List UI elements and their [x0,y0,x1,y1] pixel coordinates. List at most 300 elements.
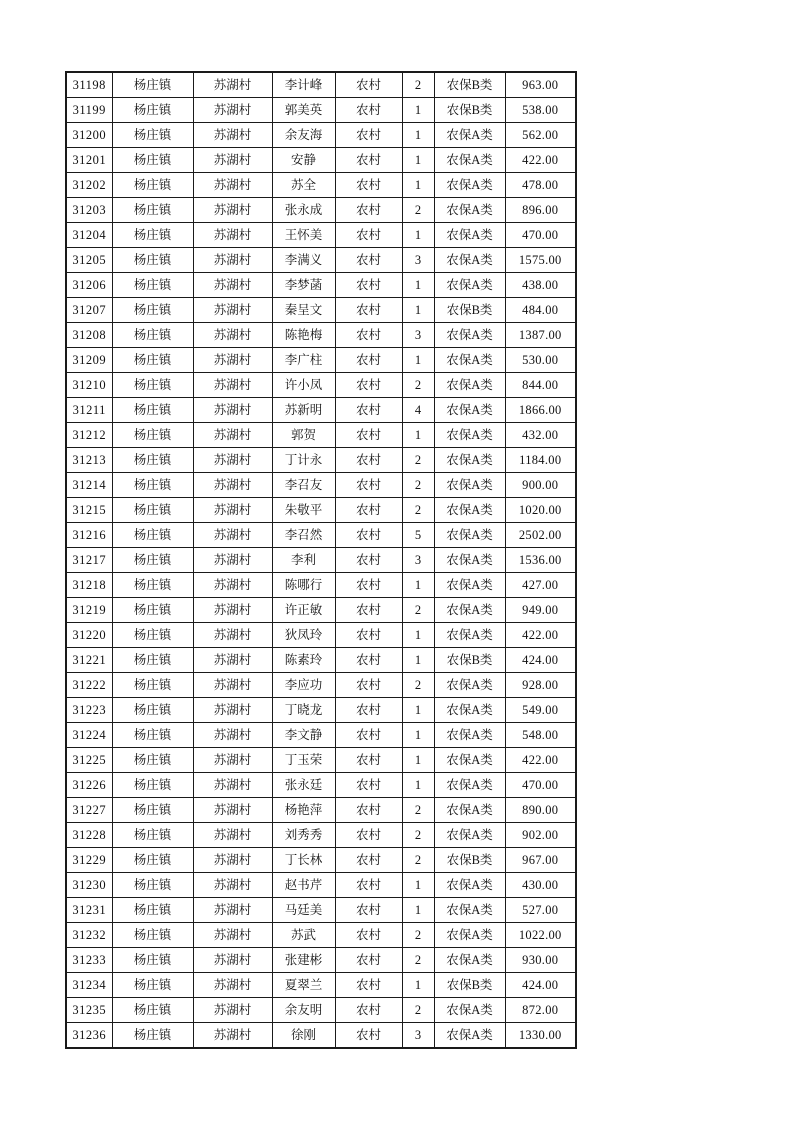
cell-insurance_category: 农保A类 [434,448,505,473]
cell-amount: 424.00 [505,973,576,998]
cell-name: 李召友 [272,473,335,498]
cell-residence_type: 农村 [335,223,402,248]
cell-town: 杨庄镇 [112,973,193,998]
cell-person_count: 2 [402,448,434,473]
cell-name: 李召然 [272,523,335,548]
cell-serial: 31220 [66,623,112,648]
cell-name: 王怀美 [272,223,335,248]
table-row [66,948,576,973]
cell-name: 李梦菡 [272,273,335,298]
cell-amount: 424.00 [505,648,576,673]
cell-amount: 1536.00 [505,548,576,573]
cell-insurance_category: 农保A类 [434,723,505,748]
cell-residence_type: 农村 [335,523,402,548]
cell-insurance_category: 农保A类 [434,248,505,273]
cell-amount: 1866.00 [505,398,576,423]
cell-amount: 928.00 [505,673,576,698]
cell-town: 杨庄镇 [112,423,193,448]
cell-name: 李文静 [272,723,335,748]
cell-insurance_category: 农保A类 [434,1023,505,1049]
cell-residence_type: 农村 [335,123,402,148]
cell-town: 杨庄镇 [112,173,193,198]
table-row [66,648,576,673]
cell-amount: 430.00 [505,873,576,898]
cell-person_count: 2 [402,948,434,973]
cell-name: 马廷美 [272,898,335,923]
cell-amount: 538.00 [505,98,576,123]
cell-insurance_category: 农保B类 [434,298,505,323]
cell-insurance_category: 农保B类 [434,72,505,98]
cell-town: 杨庄镇 [112,98,193,123]
cell-village: 苏湖村 [193,773,272,798]
cell-amount: 1387.00 [505,323,576,348]
cell-person_count: 1 [402,173,434,198]
cell-town: 杨庄镇 [112,123,193,148]
cell-residence_type: 农村 [335,673,402,698]
cell-serial: 31231 [66,898,112,923]
cell-serial: 31201 [66,148,112,173]
cell-amount: 1184.00 [505,448,576,473]
cell-insurance_category: 农保A类 [434,798,505,823]
cell-village: 苏湖村 [193,173,272,198]
table-row [66,523,576,548]
cell-serial: 31206 [66,273,112,298]
cell-person_count: 2 [402,373,434,398]
table-row [66,623,576,648]
cell-village: 苏湖村 [193,848,272,873]
cell-amount: 470.00 [505,223,576,248]
table-row [66,72,576,98]
cell-residence_type: 农村 [335,373,402,398]
cell-serial: 31216 [66,523,112,548]
cell-insurance_category: 农保B类 [434,648,505,673]
cell-village: 苏湖村 [193,348,272,373]
cell-name: 李广柱 [272,348,335,373]
cell-residence_type: 农村 [335,298,402,323]
cell-insurance_category: 农保A类 [434,998,505,1023]
cell-insurance_category: 农保B类 [434,98,505,123]
cell-serial: 31205 [66,248,112,273]
cell-person_count: 1 [402,123,434,148]
table-row [66,473,576,498]
cell-person_count: 3 [402,1023,434,1049]
cell-serial: 31232 [66,923,112,948]
cell-name: 秦呈文 [272,298,335,323]
cell-village: 苏湖村 [193,798,272,823]
cell-residence_type: 农村 [335,348,402,373]
cell-serial: 31199 [66,98,112,123]
cell-amount: 470.00 [505,773,576,798]
table-row [66,98,576,123]
cell-town: 杨庄镇 [112,373,193,398]
cell-amount: 562.00 [505,123,576,148]
cell-person_count: 1 [402,898,434,923]
cell-town: 杨庄镇 [112,723,193,748]
cell-name: 丁计永 [272,448,335,473]
cell-person_count: 1 [402,348,434,373]
cell-insurance_category: 农保A类 [434,223,505,248]
cell-residence_type: 农村 [335,998,402,1023]
cell-name: 夏翠兰 [272,973,335,998]
cell-amount: 963.00 [505,72,576,98]
cell-insurance_category: 农保A类 [434,573,505,598]
cell-village: 苏湖村 [193,148,272,173]
cell-town: 杨庄镇 [112,873,193,898]
cell-residence_type: 农村 [335,748,402,773]
table-row [66,798,576,823]
cell-village: 苏湖村 [193,248,272,273]
cell-village: 苏湖村 [193,72,272,98]
cell-residence_type: 农村 [335,148,402,173]
cell-village: 苏湖村 [193,623,272,648]
cell-village: 苏湖村 [193,723,272,748]
cell-serial: 31209 [66,348,112,373]
cell-residence_type: 农村 [335,248,402,273]
cell-residence_type: 农村 [335,723,402,748]
cell-village: 苏湖村 [193,123,272,148]
table-row [66,723,576,748]
cell-amount: 967.00 [505,848,576,873]
cell-residence_type: 农村 [335,873,402,898]
cell-amount: 1020.00 [505,498,576,523]
cell-person_count: 2 [402,823,434,848]
cell-amount: 422.00 [505,748,576,773]
table-row [66,673,576,698]
cell-town: 杨庄镇 [112,348,193,373]
cell-name: 陈素玲 [272,648,335,673]
cell-serial: 31230 [66,873,112,898]
cell-person_count: 1 [402,773,434,798]
cell-serial: 31198 [66,72,112,98]
cell-amount: 1575.00 [505,248,576,273]
cell-person_count: 1 [402,223,434,248]
cell-town: 杨庄镇 [112,598,193,623]
cell-person_count: 2 [402,848,434,873]
cell-village: 苏湖村 [193,448,272,473]
cell-name: 丁晓龙 [272,698,335,723]
table-row [66,973,576,998]
cell-name: 苏新明 [272,398,335,423]
cell-amount: 902.00 [505,823,576,848]
cell-insurance_category: 农保A类 [434,548,505,573]
cell-person_count: 1 [402,98,434,123]
cell-name: 丁长林 [272,848,335,873]
cell-person_count: 2 [402,923,434,948]
cell-serial: 31225 [66,748,112,773]
cell-amount: 896.00 [505,198,576,223]
cell-serial: 31234 [66,973,112,998]
cell-insurance_category: 农保A类 [434,673,505,698]
table-row [66,423,576,448]
cell-name: 李利 [272,548,335,573]
cell-name: 许小凤 [272,373,335,398]
cell-person_count: 1 [402,698,434,723]
cell-amount: 890.00 [505,798,576,823]
cell-name: 郭贺 [272,423,335,448]
cell-amount: 930.00 [505,948,576,973]
cell-village: 苏湖村 [193,1023,272,1049]
cell-person_count: 1 [402,748,434,773]
cell-residence_type: 农村 [335,898,402,923]
cell-name: 张建彬 [272,948,335,973]
table-row [66,698,576,723]
cell-insurance_category: 农保A类 [434,923,505,948]
cell-name: 李满义 [272,248,335,273]
cell-town: 杨庄镇 [112,398,193,423]
cell-residence_type: 农村 [335,973,402,998]
cell-serial: 31203 [66,198,112,223]
cell-person_count: 3 [402,323,434,348]
cell-village: 苏湖村 [193,223,272,248]
cell-insurance_category: 农保A类 [434,173,505,198]
table-row [66,923,576,948]
cell-village: 苏湖村 [193,898,272,923]
cell-amount: 422.00 [505,148,576,173]
cell-insurance_category: 农保A类 [434,873,505,898]
cell-village: 苏湖村 [193,398,272,423]
table-row [66,323,576,348]
cell-residence_type: 农村 [335,598,402,623]
cell-insurance_category: 农保B类 [434,973,505,998]
cell-person_count: 1 [402,573,434,598]
cell-insurance_category: 农保A类 [434,423,505,448]
cell-village: 苏湖村 [193,598,272,623]
cell-name: 李计峰 [272,72,335,98]
table-row [66,298,576,323]
table-row [66,348,576,373]
cell-amount: 1022.00 [505,923,576,948]
cell-town: 杨庄镇 [112,148,193,173]
cell-residence_type: 农村 [335,1023,402,1049]
cell-residence_type: 农村 [335,848,402,873]
cell-name: 苏武 [272,923,335,948]
cell-person_count: 1 [402,298,434,323]
cell-person_count: 1 [402,623,434,648]
cell-person_count: 1 [402,148,434,173]
cell-serial: 31227 [66,798,112,823]
cell-town: 杨庄镇 [112,698,193,723]
cell-name: 余友明 [272,998,335,1023]
table-row [66,773,576,798]
cell-name: 李应功 [272,673,335,698]
cell-insurance_category: 农保B类 [434,848,505,873]
cell-person_count: 2 [402,198,434,223]
cell-residence_type: 农村 [335,648,402,673]
table-row [66,598,576,623]
cell-residence_type: 农村 [335,573,402,598]
cell-name: 张永成 [272,198,335,223]
cell-person_count: 2 [402,798,434,823]
cell-town: 杨庄镇 [112,648,193,673]
cell-serial: 31219 [66,598,112,623]
table-row [66,848,576,873]
cell-amount: 422.00 [505,623,576,648]
cell-amount: 432.00 [505,423,576,448]
cell-town: 杨庄镇 [112,748,193,773]
table-row [66,273,576,298]
cell-insurance_category: 农保A类 [434,698,505,723]
cell-serial: 31229 [66,848,112,873]
cell-amount: 438.00 [505,273,576,298]
cell-serial: 31214 [66,473,112,498]
cell-village: 苏湖村 [193,373,272,398]
cell-name: 安静 [272,148,335,173]
cell-serial: 31218 [66,573,112,598]
cell-village: 苏湖村 [193,573,272,598]
cell-serial: 31204 [66,223,112,248]
cell-town: 杨庄镇 [112,198,193,223]
cell-serial: 31221 [66,648,112,673]
cell-name: 张永廷 [272,773,335,798]
cell-village: 苏湖村 [193,998,272,1023]
cell-name: 苏全 [272,173,335,198]
table-row [66,123,576,148]
cell-serial: 31217 [66,548,112,573]
cell-person_count: 2 [402,72,434,98]
cell-village: 苏湖村 [193,473,272,498]
cell-residence_type: 农村 [335,948,402,973]
cell-residence_type: 农村 [335,473,402,498]
cell-person_count: 1 [402,873,434,898]
table-row [66,398,576,423]
table-row [66,148,576,173]
cell-town: 杨庄镇 [112,673,193,698]
cell-village: 苏湖村 [193,548,272,573]
cell-serial: 31235 [66,998,112,1023]
cell-insurance_category: 农保A类 [434,473,505,498]
cell-town: 杨庄镇 [112,1023,193,1049]
cell-insurance_category: 农保A类 [434,198,505,223]
cell-name: 许正敏 [272,598,335,623]
cell-residence_type: 农村 [335,798,402,823]
cell-serial: 31207 [66,298,112,323]
cell-town: 杨庄镇 [112,72,193,98]
cell-village: 苏湖村 [193,673,272,698]
table-row [66,873,576,898]
cell-town: 杨庄镇 [112,898,193,923]
cell-residence_type: 农村 [335,698,402,723]
cell-town: 杨庄镇 [112,448,193,473]
cell-residence_type: 农村 [335,98,402,123]
cell-serial: 31224 [66,723,112,748]
cell-serial: 31222 [66,673,112,698]
cell-name: 赵书芹 [272,873,335,898]
cell-amount: 427.00 [505,573,576,598]
cell-name: 狄凤玲 [272,623,335,648]
cell-village: 苏湖村 [193,873,272,898]
cell-serial: 31226 [66,773,112,798]
cell-residence_type: 农村 [335,398,402,423]
table-row [66,448,576,473]
cell-town: 杨庄镇 [112,223,193,248]
cell-serial: 31213 [66,448,112,473]
cell-serial: 31210 [66,373,112,398]
cell-name: 陈哪行 [272,573,335,598]
cell-person_count: 2 [402,473,434,498]
cell-amount: 484.00 [505,298,576,323]
table-row [66,998,576,1023]
cell-person_count: 1 [402,648,434,673]
cell-name: 杨艳萍 [272,798,335,823]
cell-town: 杨庄镇 [112,573,193,598]
cell-serial: 31223 [66,698,112,723]
cell-person_count: 1 [402,723,434,748]
cell-village: 苏湖村 [193,98,272,123]
cell-insurance_category: 农保A类 [434,623,505,648]
cell-insurance_category: 农保A类 [434,948,505,973]
cell-person_count: 2 [402,498,434,523]
cell-amount: 1330.00 [505,1023,576,1049]
cell-serial: 31211 [66,398,112,423]
table-row [66,548,576,573]
cell-village: 苏湖村 [193,273,272,298]
cell-person_count: 1 [402,423,434,448]
cell-insurance_category: 农保A类 [434,773,505,798]
cell-town: 杨庄镇 [112,523,193,548]
cell-serial: 31212 [66,423,112,448]
cell-residence_type: 农村 [335,423,402,448]
cell-village: 苏湖村 [193,298,272,323]
cell-town: 杨庄镇 [112,848,193,873]
cell-name: 朱敬平 [272,498,335,523]
cell-residence_type: 农村 [335,273,402,298]
cell-village: 苏湖村 [193,973,272,998]
cell-residence_type: 农村 [335,72,402,98]
cell-insurance_category: 农保A类 [434,823,505,848]
cell-serial: 31236 [66,1023,112,1049]
table-row [66,173,576,198]
cell-insurance_category: 农保A类 [434,273,505,298]
cell-village: 苏湖村 [193,698,272,723]
cell-residence_type: 农村 [335,548,402,573]
table-row [66,198,576,223]
cell-residence_type: 农村 [335,173,402,198]
cell-amount: 844.00 [505,373,576,398]
cell-person_count: 3 [402,548,434,573]
cell-residence_type: 农村 [335,923,402,948]
cell-name: 郭美英 [272,98,335,123]
table-row [66,573,576,598]
cell-name: 余友海 [272,123,335,148]
cell-insurance_category: 农保A类 [434,523,505,548]
cell-town: 杨庄镇 [112,323,193,348]
cell-name: 陈艳梅 [272,323,335,348]
cell-serial: 31215 [66,498,112,523]
cell-town: 杨庄镇 [112,273,193,298]
table-row [66,898,576,923]
cell-insurance_category: 农保A类 [434,123,505,148]
cell-person_count: 3 [402,248,434,273]
cell-name: 徐刚 [272,1023,335,1049]
cell-residence_type: 农村 [335,448,402,473]
cell-serial: 31233 [66,948,112,973]
cell-person_count: 2 [402,598,434,623]
cell-residence_type: 农村 [335,498,402,523]
cell-village: 苏湖村 [193,823,272,848]
table-row [66,823,576,848]
cell-insurance_category: 农保A类 [434,373,505,398]
document-page [65,71,577,1049]
cell-amount: 530.00 [505,348,576,373]
cell-amount: 949.00 [505,598,576,623]
cell-name: 丁玉荣 [272,748,335,773]
cell-insurance_category: 农保A类 [434,498,505,523]
cell-person_count: 4 [402,398,434,423]
cell-village: 苏湖村 [193,648,272,673]
cell-person_count: 2 [402,673,434,698]
cell-town: 杨庄镇 [112,923,193,948]
cell-village: 苏湖村 [193,198,272,223]
